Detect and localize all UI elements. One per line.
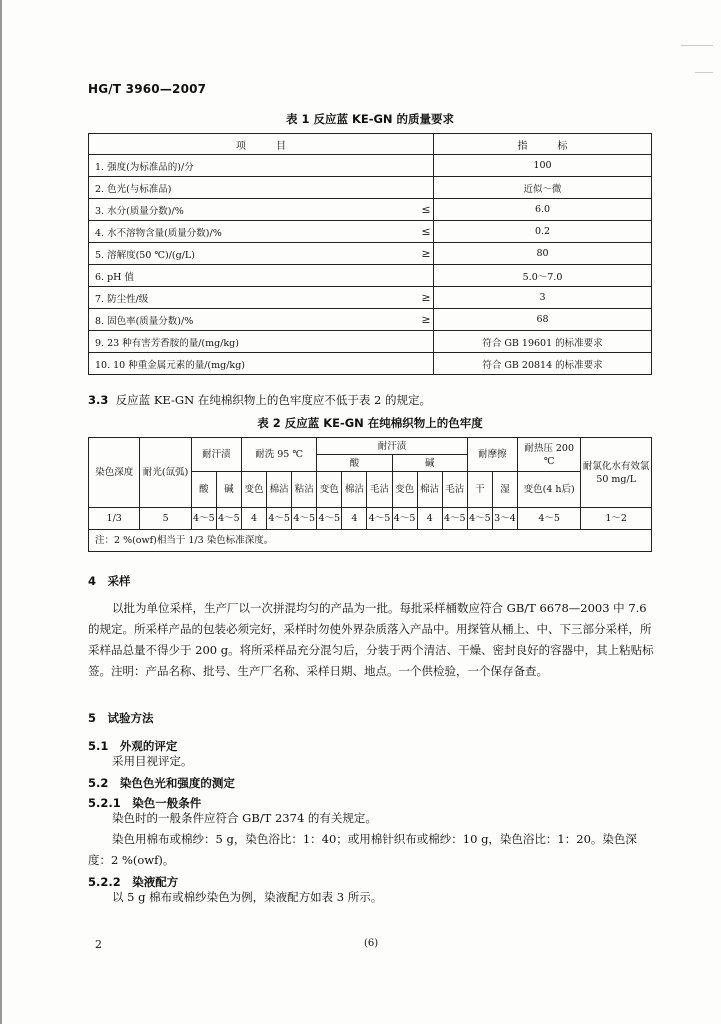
- standard-number: HG/T 3960—2007: [88, 82, 207, 96]
- row-value: 符合 GB 20814 的标准要求: [434, 353, 652, 375]
- fastness-value: 4～5: [317, 508, 342, 530]
- fastness-value: 4～5: [367, 508, 392, 530]
- header-color-change: 变色: [317, 472, 342, 508]
- table-note: 注：2 %(owf)相当于 1/3 染色标准深度。: [89, 530, 652, 552]
- row-comparator: ≥: [419, 287, 434, 309]
- row-comparator: ≥: [419, 309, 434, 331]
- clause-5-2-1-text1: 染色时的一般条件应符合 GB/T 2374 的有关规定。: [112, 811, 377, 825]
- column-header-spec: 指 标: [434, 134, 652, 155]
- header-dry: 干: [467, 472, 492, 508]
- fastness-value: 4: [417, 508, 442, 530]
- row-value: 5.0～7.0: [434, 265, 652, 287]
- row-item: 10. 10 种重金属元素的量/(mg/kg): [89, 353, 420, 375]
- row-item: 2. 色光(与标准品): [89, 177, 420, 199]
- sheet-number: (6): [364, 938, 379, 949]
- row-item: 7. 防尘性/级: [89, 287, 420, 309]
- row-comparator: ≤: [419, 199, 434, 221]
- header-chlorine: 耐氯化水有效氯 50 mg/L: [581, 438, 652, 508]
- fastness-value: 4～5: [191, 508, 216, 530]
- row-value: 80: [434, 243, 652, 265]
- header-sweat-acid: 酸: [317, 455, 392, 472]
- row-comparator: [419, 331, 434, 353]
- header-sweat: 耐汗渍: [317, 438, 468, 455]
- header-cotton-stain: 棉沾: [342, 472, 367, 508]
- row-value: 3: [434, 287, 652, 309]
- table2-caption: 表 2 反应蓝 KE-GN 在纯棉织物上的色牢度: [257, 416, 483, 430]
- fastness-value: 1～2: [581, 508, 652, 530]
- header-cotton-stain: 棉沾: [417, 472, 442, 508]
- header-heat-sub: 变色(4 h后): [518, 472, 581, 508]
- section-4-title: 4 采样: [88, 574, 131, 588]
- row-comparator: ≥: [419, 243, 434, 265]
- clause-5-1-title: 5.1 外观的评定: [88, 739, 178, 753]
- header-wash: 耐洗 95 ℃: [241, 438, 316, 472]
- table-row: [89, 243, 652, 265]
- row-value: 6.0: [434, 199, 652, 221]
- clause-5-2-2-text: 以 5 g 棉布或棉纱染色为例，染液配方如表 3 所示。: [112, 890, 383, 904]
- row-item: 9. 23 种有害芳香胺的量/(mg/kg): [89, 331, 420, 353]
- row-comparator: ≤: [419, 221, 434, 243]
- fastness-value: 4～5: [216, 508, 241, 530]
- row-value: 近似～微: [434, 177, 652, 199]
- fastness-value: 4～5: [442, 508, 467, 530]
- row-comparator: [419, 177, 434, 199]
- header-alkali: 碱: [216, 472, 241, 508]
- row-item: 8. 固色率(质量分数)/%: [89, 309, 420, 331]
- row-item: 3. 水分(质量分数)/%: [89, 199, 420, 221]
- table-row: [89, 331, 652, 353]
- fastness-value: 4～5: [292, 508, 317, 530]
- fastness-value: 4: [342, 508, 367, 530]
- fastness-value: 3～4: [492, 508, 517, 530]
- table-row: [89, 309, 652, 331]
- clause-5-2-1-title: 5.2.1 染色一般条件: [88, 796, 202, 810]
- header-wet: 湿: [492, 472, 517, 508]
- table-row: [89, 199, 652, 221]
- header-acid: 酸: [191, 472, 216, 508]
- section-4-text: 以批为单位采样，生产厂以一次拼混均匀的产品为一批。每批采样桶数应符合 GB/T 6678—2003 中 7.6 的规定。所采样产品的包装必须完好，采样时勿使外界杂质落入产品中。用探管从桶上、中、下三部分采样，所采样品总量不得少于 200 g。将所采样品充分混匀后，分装于两个清洁、干燥、密封良好的容器中，其上粘贴标签。注明：产品名称、批号、生产厂名称、采样日期、地点。一个供检验，一个保存备查。: [88, 601, 654, 678]
- header-viscose-stain: 粘沾: [292, 472, 317, 508]
- header-color-change: 变色: [392, 472, 417, 508]
- page-number: 2: [95, 938, 102, 951]
- header-sweat-alkali: 碱: [392, 455, 467, 472]
- table-row: [89, 155, 652, 177]
- header-wool-stain: 毛沾: [442, 472, 467, 508]
- row-value: 符合 GB 19601 的标准要求: [434, 331, 652, 353]
- fastness-value: 4～5: [392, 508, 417, 530]
- header-light: 耐光(氙弧): [140, 438, 191, 508]
- table1-caption: 表 1 反应蓝 KE-GN 的质量要求: [285, 112, 455, 126]
- fastness-value: 1/3: [89, 508, 140, 530]
- row-item: 5. 溶解度(50 ℃)/(g/L): [89, 243, 420, 265]
- fastness-value: 5: [140, 508, 191, 530]
- scan-edge: [0, 0, 2, 1024]
- fastness-value: 4～5: [518, 508, 581, 530]
- row-value: 100: [434, 155, 652, 177]
- clause-3-3: 3.3 反应蓝 KE-GN 在纯棉织物上的色牢度应不低于表 2 的规定。: [88, 393, 431, 407]
- row-comparator: [419, 155, 434, 177]
- clause-5-2-title: 5.2 染色色光和强度的测定: [88, 776, 235, 790]
- table-row: [89, 177, 652, 199]
- header-color-change: 变色: [241, 472, 266, 508]
- table-row: [89, 287, 652, 309]
- row-value: 0.2: [434, 221, 652, 243]
- fastness-value: 4: [241, 508, 266, 530]
- table-row: [89, 221, 652, 243]
- header-heat: 耐热压 200 ℃: [518, 438, 581, 472]
- clause-5-2-2-title: 5.2.2 染液配方: [88, 875, 179, 889]
- row-comparator: [419, 265, 434, 287]
- table-row: [89, 265, 652, 287]
- clause-5-2-1-text2: 染色用棉布或棉纱：5 g，染色浴比：1：40；或用棉针织布或棉纱：10 g，染色浴比：1：20。染色深度：2 %(owf)。: [88, 832, 637, 867]
- header-cotton-stain: 棉沾: [267, 472, 292, 508]
- header-depth: 染色深度: [89, 438, 140, 508]
- column-header-item: 项 目: [89, 134, 434, 155]
- section-5-title: 5 试验方法: [88, 711, 154, 725]
- row-value: 68: [434, 309, 652, 331]
- row-item: 1. 强度(为标准品的)/分: [89, 155, 420, 177]
- header-wool-stain: 毛沾: [367, 472, 392, 508]
- row-item: 6. pH 值: [89, 265, 420, 287]
- clause-5-1-text: 采用目视评定。: [112, 754, 193, 768]
- header-rub: 耐摩擦: [467, 438, 517, 472]
- header-acid-sweat: 耐汗渍: [191, 438, 241, 472]
- fastness-table: [88, 437, 652, 552]
- scan-mark: [695, 72, 713, 73]
- fastness-value: 4～5: [267, 508, 292, 530]
- row-comparator: [419, 353, 434, 375]
- table-row: [89, 353, 652, 375]
- quality-table: [88, 133, 652, 375]
- scan-mark: [681, 45, 713, 46]
- fastness-value: 4～5: [467, 508, 492, 530]
- row-item: 4. 水不溶物含量(质量分数)/%: [89, 221, 420, 243]
